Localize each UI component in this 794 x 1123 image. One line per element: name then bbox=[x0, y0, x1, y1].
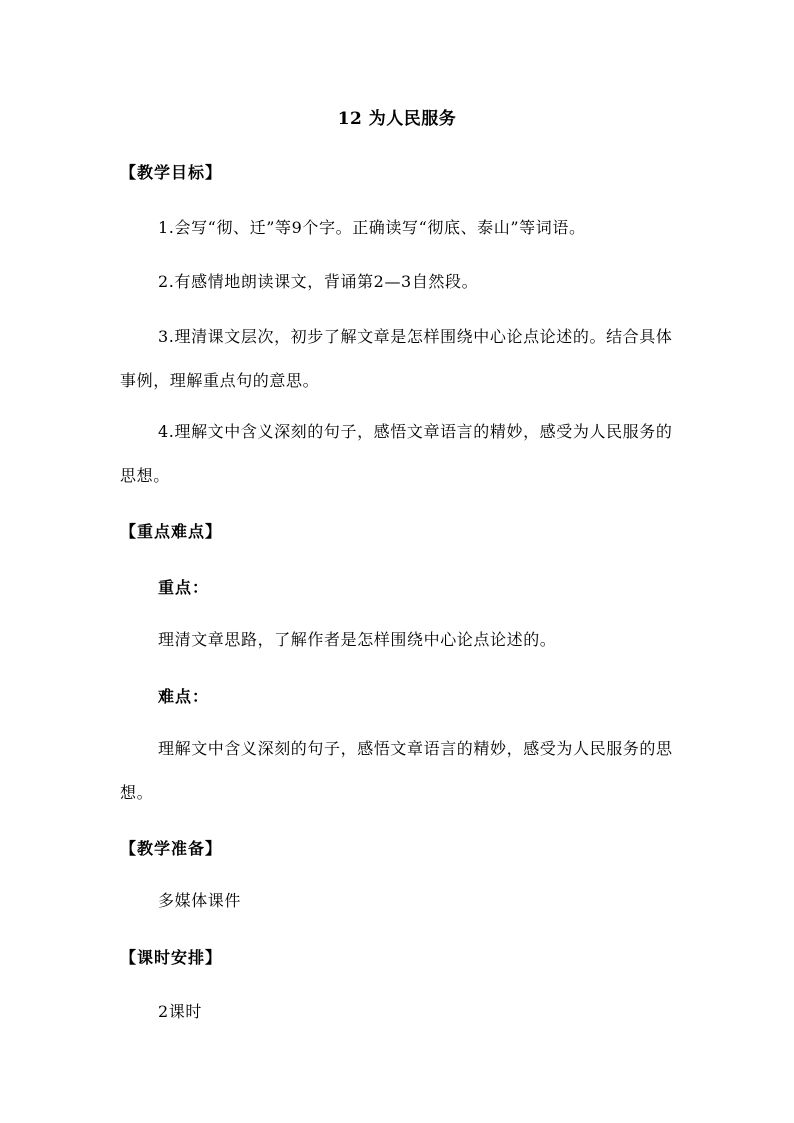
objective-item-1: 1.会写“彻、迁”等9个字。正确读写“彻底、泰山”等词语。 bbox=[158, 218, 586, 237]
objectives-heading: 【教学目标】 bbox=[120, 163, 223, 182]
key-points-heading: 【重点难点】 bbox=[120, 522, 223, 541]
focus-label: 重点： bbox=[158, 578, 210, 597]
objective-item-3: 3.理清课文层次，初步了解文章是怎样围绕中心论点论述的。结合具体事例，理解重点句的意思。 bbox=[120, 327, 673, 390]
difficulty-text: 理解文中含义深刻的句子，感悟文章语言的精妙，感受为人民服务的思想。 bbox=[120, 739, 673, 802]
difficulty-label: 难点： bbox=[158, 687, 210, 706]
schedule-heading: 【课时安排】 bbox=[120, 948, 223, 967]
schedule-text: 2课时 bbox=[158, 1002, 202, 1021]
preparation-heading: 【教学准备】 bbox=[120, 839, 223, 858]
objective-item-2: 2.有感情地朗读课文，背诵第2—3自然段。 bbox=[158, 272, 479, 291]
objective-item-4: 4.理解文中含义深刻的句子，感悟文章语言的精妙，感受为人民服务的思想。 bbox=[120, 422, 673, 485]
preparation-text: 多媒体课件 bbox=[158, 891, 242, 910]
focus-text: 理清文章思路，了解作者是怎样围绕中心论点论述的。 bbox=[158, 630, 557, 649]
document-title: 12 为人民服务 bbox=[337, 109, 457, 129]
